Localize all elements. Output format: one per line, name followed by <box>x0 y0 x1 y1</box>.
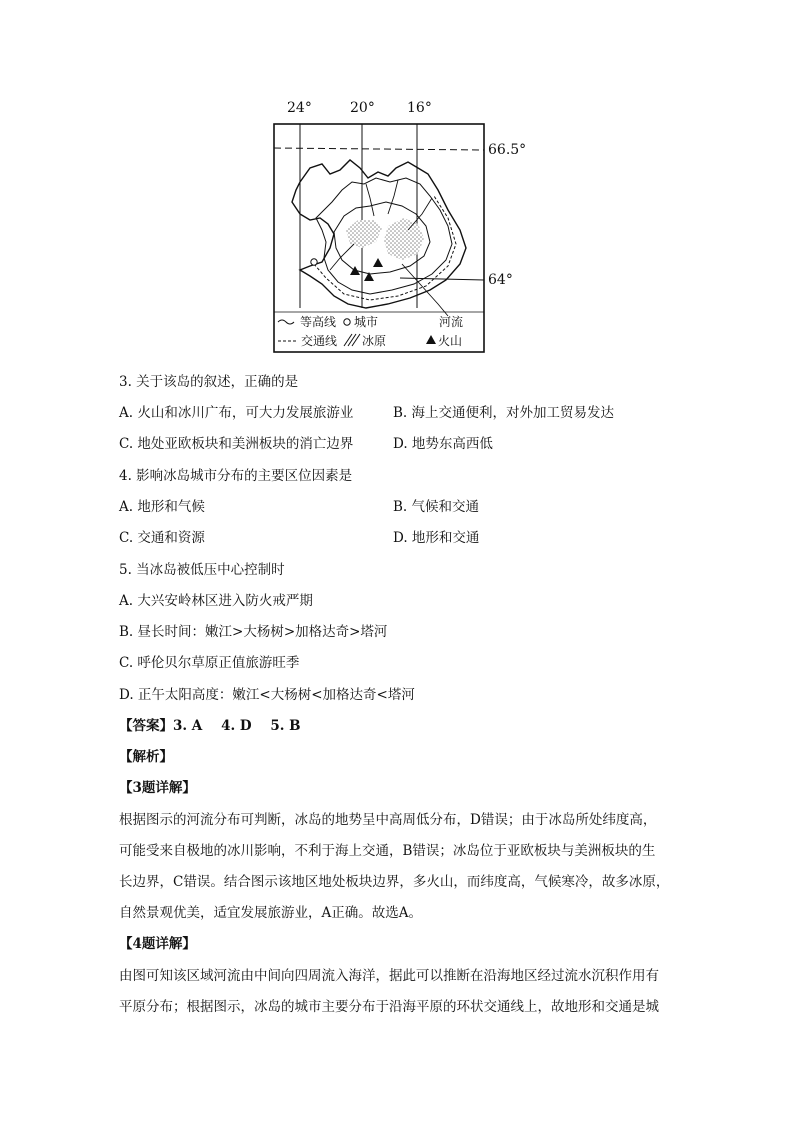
parallel-64 <box>400 278 484 280</box>
q4-detail-heading: 【4题详解】 <box>119 936 196 952</box>
iceland-map-figure <box>270 98 540 356</box>
legend-icefield-symbol <box>344 334 360 346</box>
legend-river-label: 河流 <box>439 315 464 329</box>
parallel-66-5 <box>274 148 484 150</box>
answer-line: 【答案】3. A 4. D 5. B <box>119 718 301 734</box>
lon-label-16: 16° <box>407 100 432 116</box>
q4-option-c: C. 交通和资源 <box>119 530 205 546</box>
lon-label-24: 24° <box>287 100 312 116</box>
lat-label-66-5: 66.5° <box>488 142 527 158</box>
analysis-heading: 【解析】 <box>119 749 173 765</box>
q5-option-d: D. 正午太阳高度：嫩江<大杨树<加格达奇<塔河 <box>119 687 415 703</box>
q3-detail-line: 长边界，C错误。结合图示该地区地处板块边界，多火山，而纬度高，气候寒冷，故多冰原， <box>119 874 670 890</box>
q4-stem: 4. 影响冰岛城市分布的主要区位因素是 <box>119 468 353 484</box>
q5-stem: 5. 当冰岛被低压中心控制时 <box>119 562 285 578</box>
river <box>330 244 354 270</box>
q3-detail-line: 自然景观优美，适宜发展旅游业，A正确。故选A。 <box>119 905 422 921</box>
q3-option-d: D. 地势东高西低 <box>393 436 493 452</box>
q3-option-a: A. 火山和冰川广布，可大力发展旅游业 <box>119 405 354 421</box>
legend-city-symbol <box>344 319 350 325</box>
q4-option-d: D. 地形和交通 <box>393 530 480 546</box>
city-marker <box>311 259 317 265</box>
lon-label-20: 20° <box>350 100 375 116</box>
q3-detail-line: 可能受来自极地的冰川影响，不利于海上交通，B错误；冰岛位于亚欧板块与美洲板块的生 <box>119 843 656 859</box>
legend-city-label: 城市 <box>354 315 379 329</box>
legend-volcano-symbol <box>426 335 436 344</box>
legend-transport-label: 交通线 <box>301 334 338 348</box>
contour-outer <box>316 178 452 294</box>
legend-icefield-label: 冰原 <box>362 334 387 348</box>
legend-contour-symbol <box>278 320 294 324</box>
river <box>388 180 398 214</box>
q5-option-b: B. 昼长时间：嫩江>大杨树>加格达奇>塔河 <box>119 624 388 640</box>
volcano-marker <box>373 258 383 267</box>
icefield-west <box>346 220 382 248</box>
river <box>366 184 374 216</box>
q5-option-c: C. 呼伦贝尔草原正值旅游旺季 <box>119 655 300 671</box>
q3-option-c: C. 地处亚欧板块和美洲板块的消亡边界 <box>119 436 354 452</box>
q4-option-a: A. 地形和气候 <box>119 499 205 515</box>
icefield-east <box>384 218 424 260</box>
q3-detail-line: 根据图示的河流分布可判断，冰岛的地势呈中高周低分布，D错误；由于冰岛所处纬度高， <box>119 812 657 828</box>
q4-detail-line: 平原分布；根据图示，冰岛的城市主要分布于沿海平原的环状交通线上，故地形和交通是城 <box>119 999 659 1015</box>
lat-label-64: 64° <box>488 272 513 288</box>
ring-road <box>314 196 456 300</box>
q4-detail-line: 由图可知该区域河流由中间向四周流入海洋，据此可以推断在沿海地区经过流水沉积作用有 <box>119 968 659 984</box>
q5-option-a: A. 大兴安岭林区进入防火戒严期 <box>119 593 313 609</box>
q3-detail-heading: 【3题详解】 <box>119 780 196 796</box>
q3-option-b: B. 海上交通便利，对外加工贸易发达 <box>393 405 615 421</box>
legend-contour-label: 等高线 <box>300 315 337 329</box>
q4-option-b: B. 气候和交通 <box>393 499 480 515</box>
q3-stem: 3. 关于该岛的叙述，正确的是 <box>119 374 299 390</box>
legend-volcano-label: 火山 <box>438 334 463 348</box>
